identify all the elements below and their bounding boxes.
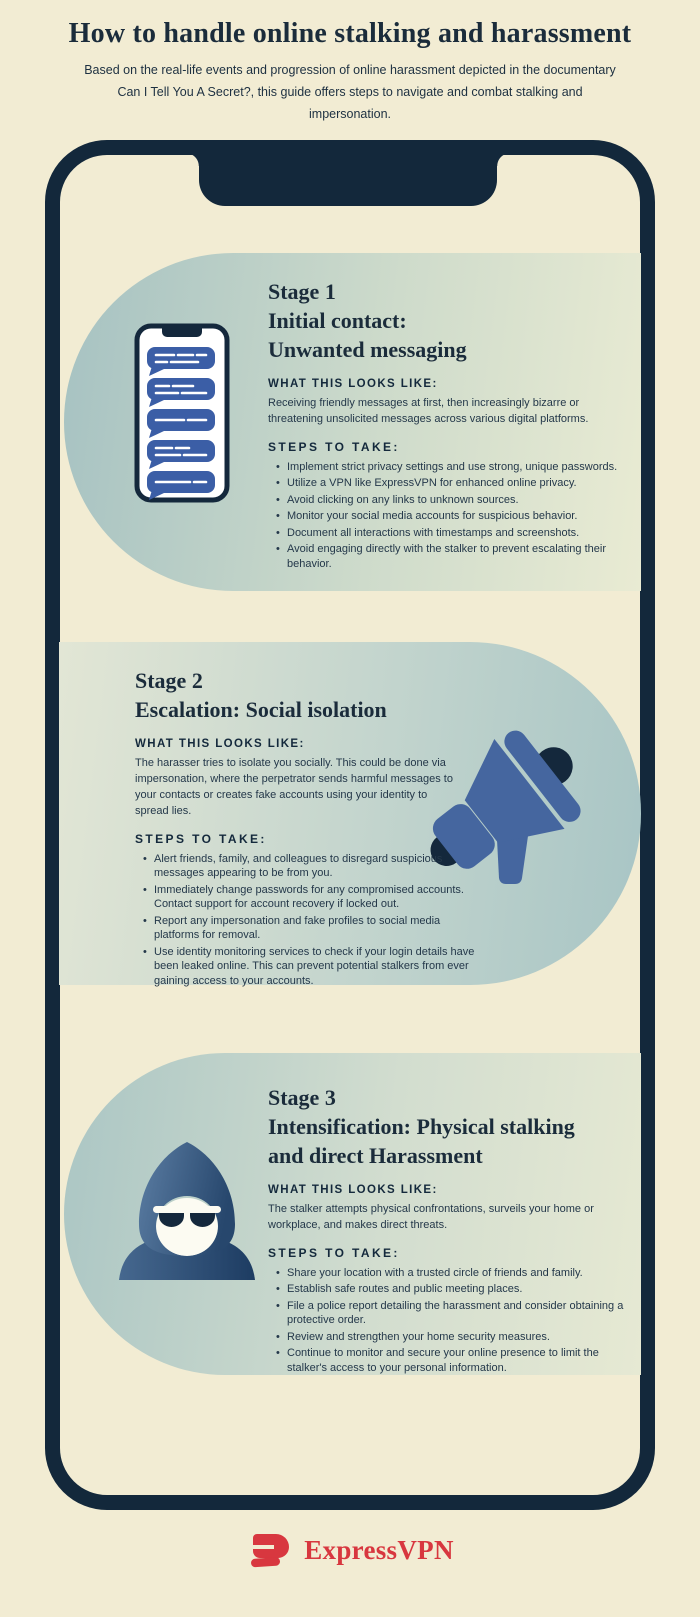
step-item: • Monitor your social media accounts for suspicious behavior.: [276, 509, 640, 524]
stage2-steps-list: [135, 852, 477, 989]
stage1-steps-list: [268, 460, 640, 572]
stage3-section: [268, 1083, 644, 1377]
stage1-description: Receiving friendly messages at first, then increasingly bizarre or threatening unsolicited messages across various digital platforms.: [268, 397, 589, 425]
step-item: • Avoid engaging directly with the stalker to prevent escalating their behavior.: [276, 542, 640, 571]
stage2-section: [135, 666, 483, 990]
step-item: • Continue to monitor and secure your online presence to limit the stalker's access to your personal information.: [276, 1346, 638, 1375]
stage3-steps-to-take-label: STEPS TO TAKE:: [268, 1245, 400, 1260]
footer-brand: [0, 1524, 700, 1576]
step-item: • Implement strict privacy settings and use strong, unique passwords.: [276, 460, 640, 475]
stage1-section: [268, 277, 640, 573]
step-item: • File a police report detailing the harassment and consider obtaining a protective order.: [276, 1299, 638, 1328]
hooded-stalker-icon: [106, 1130, 268, 1280]
stage3-what-this-looks-like-label: WHAT THIS LOOKS LIKE:: [268, 1184, 438, 1196]
stage3-title-line2: and direct Harassment: [268, 1143, 483, 1168]
stage2-what-this-looks-like-label: WHAT THIS LOOKS LIKE:: [135, 738, 305, 750]
step-item: • Share your location with a trusted circle of friends and family.: [276, 1266, 638, 1281]
page-title: How to handle online stalking and harassment: [68, 18, 632, 49]
expressvpn-logo-icon: [246, 1525, 292, 1576]
step-item: • Report any impersonation and fake profiles to social media platforms for removal.: [143, 914, 477, 943]
stage2-steps-to-take-label: STEPS TO TAKE:: [135, 831, 267, 846]
stage1-title-line1: Initial contact:: [268, 308, 407, 333]
stage1-title-line2: Unwanted messaging: [268, 337, 467, 362]
step-item: • Avoid clicking on any links to unknown sources.: [276, 493, 640, 508]
stage2-title-line1: Escalation: Social isolation: [135, 697, 387, 722]
step-item: • Alert friends, family, and colleagues to disregard suspicious messages appearing to be from you.: [143, 852, 477, 881]
step-item: • Utilize a VPN like ExpressVPN for enhanced online privacy.: [276, 476, 640, 491]
brand-name: ExpressVPN: [304, 1534, 454, 1565]
step-item: • Review and strengthen your home security measures.: [276, 1330, 638, 1345]
step-item: • Use identity monitoring services to check if your login details have been leaked online. This can prevent potential stalkers from ever gaining access to your accounts.: [143, 945, 477, 989]
stage3-description: The stalker attempts physical confrontations, surveils your home or workplace, and makes direct threats.: [268, 1203, 594, 1231]
stage1-label: Stage 1: [268, 279, 336, 304]
step-item: • Immediately change passwords for any compromised accounts. Contact support for account recovery if locked out.: [143, 883, 477, 912]
chat-messages-phone-icon: [134, 323, 230, 503]
stage2-label: Stage 2: [135, 668, 203, 693]
stage1-steps-to-take-label: STEPS TO TAKE:: [268, 439, 400, 454]
step-item: • Establish safe routes and public meeting places.: [276, 1282, 638, 1297]
stage2-description: The harasser tries to isolate you socially. This could be done via impersonation, where the perpetrator sends harmful messages to your contacts or creates fake accounts using your identity to spread lies.: [135, 757, 453, 817]
phone-notch: [199, 140, 497, 206]
stage1-what-this-looks-like-label: WHAT THIS LOOKS LIKE:: [268, 378, 438, 390]
page-subtitle: Based on the real-life events and progression of online harassment depicted in the documentary Can I Tell You A Secret?, this guide offers steps to navigate and combat stalking and impersonation.: [84, 63, 616, 121]
step-item: • Document all interactions with timestamps and screenshots.: [276, 526, 640, 541]
stage3-label: Stage 3: [268, 1085, 336, 1110]
stage3-steps-list: [268, 1266, 638, 1376]
stage3-title-line1: Intensification: Physical stalking: [268, 1114, 575, 1139]
